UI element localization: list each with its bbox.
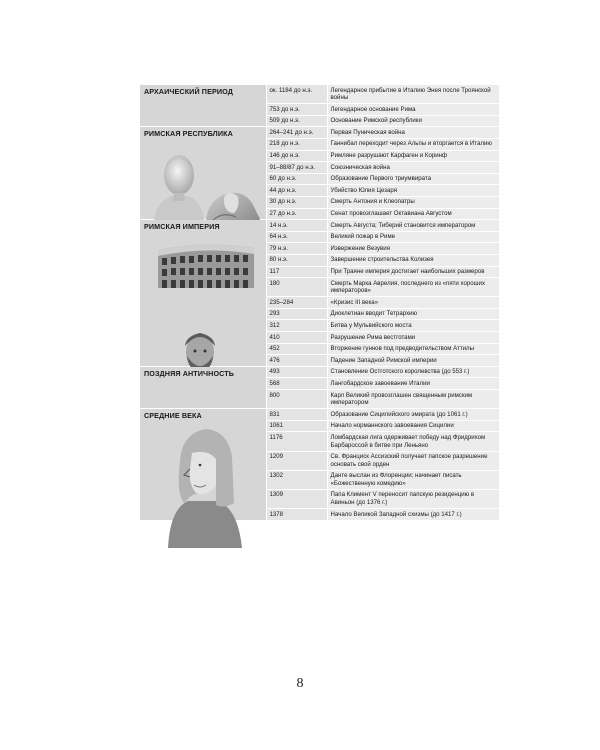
event-date: 831 <box>266 409 327 421</box>
event-date: 235–284 <box>266 297 327 309</box>
event-date: 312 <box>266 320 327 332</box>
event-description: Смерть Антония и Клеопатры <box>327 196 499 208</box>
event-date: 493 <box>266 366 327 378</box>
event-date: 476 <box>266 355 327 367</box>
event-description: Легендарное основание Рима <box>327 104 499 116</box>
event-description: Великий пожар в Риме <box>327 231 499 243</box>
period-title: СРЕДНИЕ ВЕКА <box>144 411 202 421</box>
event-description: Лангобардское завоевание Италии <box>327 378 499 390</box>
page-number: 8 <box>296 676 304 691</box>
event-date: 1176 <box>266 432 327 451</box>
event-description: Образование Сицилийского эмирата (до 1061 г.) <box>327 409 499 421</box>
event-description: Убийство Юлия Цезаря <box>327 185 499 197</box>
event-description: Падение Западной Римской империи <box>327 355 499 367</box>
event-description: Смерть Марка Аврелия, последнего из «пяти хороших императоров» <box>327 278 499 297</box>
timeline-table <box>140 85 499 521</box>
event-description: Ломбардская лига одерживает победу над Фридрихом Барбароссой в битве при Леньяно <box>327 432 499 451</box>
event-description: Извержение Везувия <box>327 243 499 255</box>
event-date: 452 <box>266 343 327 355</box>
event-date: 264–241 до н.э. <box>266 127 327 139</box>
event-description: Св. Франциск Ассизский получает папское разрешение основать свой орден <box>327 451 499 470</box>
event-description: Легендарное прибытие в Италию Энея после Троянской войны <box>327 85 499 104</box>
event-description: Первая Пуническая война <box>327 127 499 139</box>
event-date: 27 до н.э. <box>266 208 327 220</box>
event-date: 218 до н.э. <box>266 138 327 150</box>
period-cell <box>140 127 266 220</box>
period-cell <box>140 366 266 408</box>
event-description: «Кризис III века» <box>327 297 499 309</box>
event-date: 1309 <box>266 489 327 508</box>
event-description: Смерть Августа; Тиберий становится императором <box>327 220 499 232</box>
event-date: 800 <box>266 390 327 409</box>
event-description: Сенат провозглашает Октавиана Августом <box>327 208 499 220</box>
event-date: 509 до н.э. <box>266 115 327 127</box>
period-title: РИМСКАЯ ИМПЕРИЯ <box>144 222 220 232</box>
event-date: 146 до н.э. <box>266 150 327 162</box>
period-title: АРХАИЧЕСКИЙ ПЕРИОД <box>144 87 233 96</box>
event-description: Союзническая война <box>327 162 499 174</box>
period-cell <box>140 220 266 367</box>
event-description: Диоклетиан вводит Тетрархию <box>327 308 499 320</box>
event-description: Карл Великий провозглашен священным римским императором <box>327 390 499 409</box>
timeline-row <box>140 409 499 421</box>
event-date: 14 н.э. <box>266 220 327 232</box>
event-date: 60 до н.э. <box>266 173 327 185</box>
event-description: При Траяне империя достигает наибольших размеров <box>327 266 499 278</box>
event-date: 44 до н.э. <box>266 185 327 197</box>
event-date: 568 <box>266 378 327 390</box>
event-description: Завершение строительства Колизея <box>327 254 499 266</box>
event-description: Начало Великой Западной схизмы (до 1417 г.) <box>327 509 499 521</box>
event-date: 1378 <box>266 509 327 521</box>
period-title: РИМСКАЯ РЕСПУБЛИКА <box>144 129 233 139</box>
event-description: Становление Остготского королевства (до 553 г.) <box>327 366 499 378</box>
period-title: ПОЗДНЯЯ АНТИЧНОСТЬ <box>144 368 235 378</box>
event-description: Разрушение Рима вестготами <box>327 332 499 344</box>
event-date: 753 до н.э. <box>266 104 327 116</box>
period-cell <box>140 409 266 521</box>
timeline-row <box>140 127 499 139</box>
event-date: 1061 <box>266 420 327 432</box>
event-date: 91–88/87 до н.э. <box>266 162 327 174</box>
event-description: Образование Первого триумвирата <box>327 173 499 185</box>
event-date: 410 <box>266 332 327 344</box>
event-date: 1302 <box>266 470 327 489</box>
event-date: 79 н.э. <box>266 243 327 255</box>
event-description: Начало норманнского завоевания Сицилии <box>327 420 499 432</box>
event-description: Папа Климент V переносит папскую резиденцию в Авиньон (до 1376 г.) <box>327 489 499 508</box>
event-description: Основание Римской республики <box>327 115 499 127</box>
event-date: 117 <box>266 266 327 278</box>
period-cell <box>140 85 266 127</box>
event-description: Вторжение гуннов под предводительством Аттилы <box>327 343 499 355</box>
event-description: Ганнибал переходит через Альпы и вторгается в Италию <box>327 138 499 150</box>
event-date: ок. 1184 до н.э. <box>266 85 327 104</box>
event-date: 293 <box>266 308 327 320</box>
dante-portrait-illustration <box>158 423 248 548</box>
timeline-row <box>140 220 499 232</box>
event-date: 1209 <box>266 451 327 470</box>
event-description: Битва у Мульвийского моста <box>327 320 499 332</box>
event-date: 30 до н.э. <box>266 196 327 208</box>
event-description: Данте выслан из Флоренции; начинает писать «Божественную комедию» <box>327 470 499 489</box>
event-date: 64 н.э. <box>266 231 327 243</box>
colosseum-illustration <box>156 240 256 292</box>
timeline-row <box>140 366 499 378</box>
event-date: 180 <box>266 278 327 297</box>
event-date: 80 н.э. <box>266 254 327 266</box>
timeline-row <box>140 85 499 104</box>
event-description: Римляне разрушают Карфаген и Коринф <box>327 150 499 162</box>
